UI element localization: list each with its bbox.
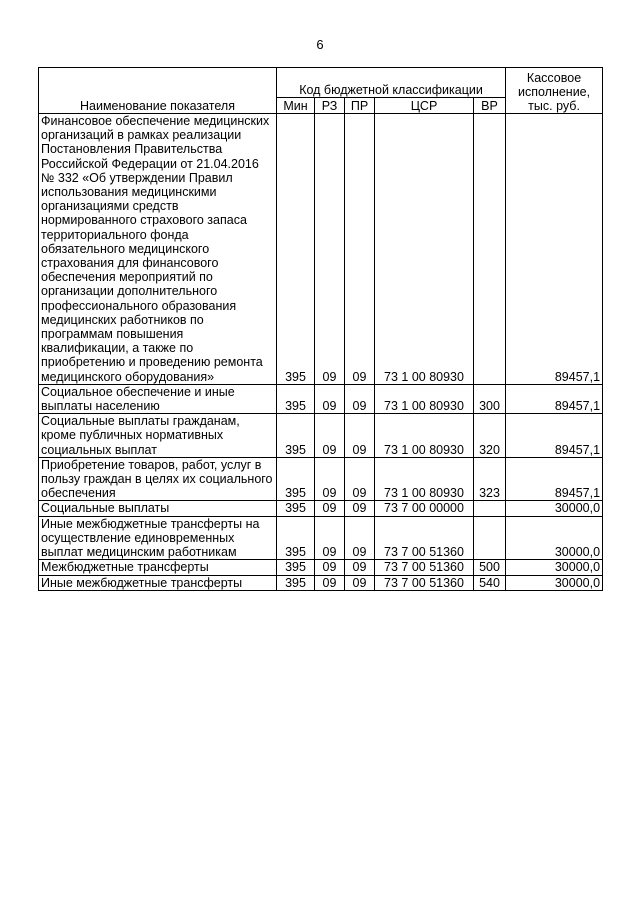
row-vr [474,516,506,560]
row-amount: 89457,1 [506,114,603,385]
table-row [39,414,603,458]
row-amount: 30000,0 [506,501,603,516]
row-vr: 323 [474,457,506,501]
row-amount: 89457,1 [506,384,603,413]
row-rz: 09 [315,114,345,385]
table-row [39,516,603,560]
row-csr: 73 1 00 80930 [375,384,474,413]
table-row [39,560,603,575]
header-name: Наименование показателя [39,68,277,114]
row-amount: 30000,0 [506,575,603,590]
row-rz: 09 [315,501,345,516]
row-rz: 09 [315,575,345,590]
row-pr: 09 [345,414,375,458]
row-rz: 09 [315,384,345,413]
row-min: 395 [277,560,315,575]
row-csr: 73 7 00 51360 [375,575,474,590]
row-pr: 09 [345,501,375,516]
table-row [39,114,603,385]
row-vr: 500 [474,560,506,575]
table-row [39,501,603,516]
table-row [39,384,603,413]
header-rz: РЗ [315,98,345,114]
budget-table [38,67,603,591]
row-rz: 09 [315,414,345,458]
header-min: Мин [277,98,315,114]
row-min: 395 [277,501,315,516]
row-min: 395 [277,384,315,413]
row-vr [474,114,506,385]
row-amount: 30000,0 [506,516,603,560]
row-pr: 09 [345,114,375,385]
row-amount: 30000,0 [506,560,603,575]
row-rz: 09 [315,560,345,575]
row-csr: 73 7 00 51360 [375,516,474,560]
row-name: Социальные выплаты [39,501,277,516]
row-min: 395 [277,457,315,501]
row-min: 395 [277,575,315,590]
row-name: Приобретение товаров, работ, услуг в пользу граждан в целях их социального обеспечения [39,457,277,501]
row-csr: 73 7 00 00000 [375,501,474,516]
header-execution: Кассовое исполнение, тыс. руб. [506,68,603,114]
row-csr: 73 7 00 51360 [375,560,474,575]
row-csr: 73 1 00 80930 [375,414,474,458]
header-csr: ЦСР [375,98,474,114]
row-name: Иные межбюджетные трансферты на осуществление единовременных выплат медицинским работникам [39,516,277,560]
page-number: 6 [316,37,324,52]
row-csr: 73 1 00 80930 [375,114,474,385]
row-name: Межбюджетные трансферты [39,560,277,575]
row-csr: 73 1 00 80930 [375,457,474,501]
row-min: 395 [277,114,315,385]
row-name: Финансовое обеспечение медицинских организаций в рамках реализации Постановления Правительства Российской Федерации от 21.04.2016 № 332 «Об утверждении Правил использования медицинскими организациями средств нормированного страхового запаса территориального фонда обязательного медицинского страхования для финансового обеспечения мероприятий по организации дополнительного профессионального образования медицинских работников по программам повышения квалификации, а также по приобретению и проведению ремонта медицинского оборудования» [39,114,277,385]
row-min: 395 [277,516,315,560]
header-vr: ВР [474,98,506,114]
row-name: Социальные выплаты гражданам, кроме публичных нормативных социальных выплат [39,414,277,458]
row-vr: 320 [474,414,506,458]
row-pr: 09 [345,516,375,560]
row-rz: 09 [315,457,345,501]
row-rz: 09 [315,516,345,560]
row-pr: 09 [345,384,375,413]
row-vr: 300 [474,384,506,413]
row-pr: 09 [345,457,375,501]
row-name: Социальное обеспечение и иные выплаты населению [39,384,277,413]
row-pr: 09 [345,560,375,575]
row-min: 395 [277,414,315,458]
row-vr: 540 [474,575,506,590]
row-vr [474,501,506,516]
header-code-group: Код бюджетной классификации [277,68,506,98]
row-amount: 89457,1 [506,414,603,458]
row-name: Иные межбюджетные трансферты [39,575,277,590]
row-amount: 89457,1 [506,457,603,501]
table-row [39,575,603,590]
header-pr: ПР [345,98,375,114]
row-pr: 09 [345,575,375,590]
table-row [39,457,603,501]
